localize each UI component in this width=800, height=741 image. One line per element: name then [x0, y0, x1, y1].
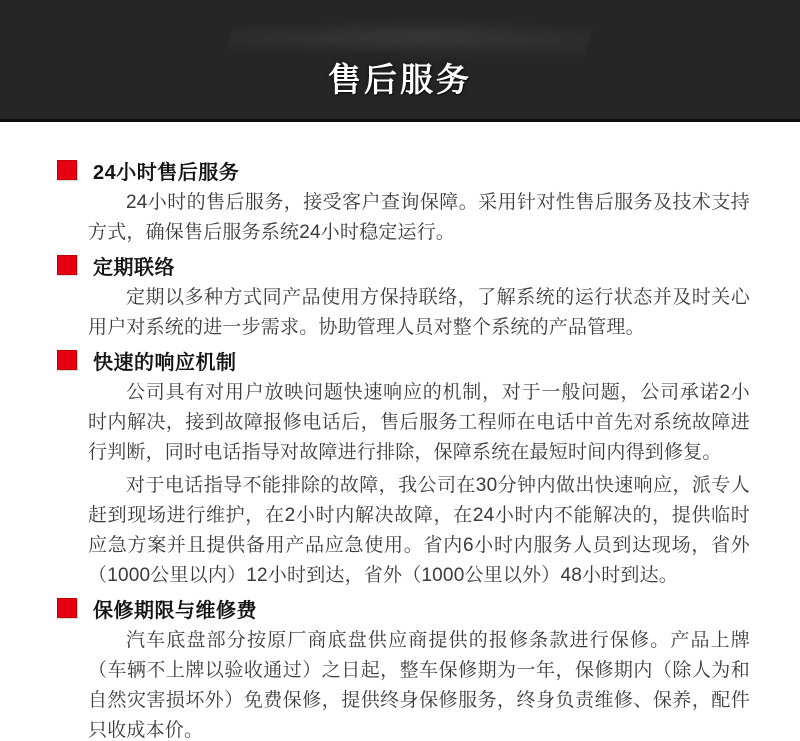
service-section — [88, 252, 750, 343]
section-paragraph: 公司具有对用户放映问题快速响应的机制，对于一般问题，公司承诺2小时内解决，接到故障报修电话后，售后服务工程师在电话中首先对系统故障进行判断，同时电话指导对故障进行排除，保障系统在最短时间内得到修复。 — [88, 382, 750, 463]
service-section — [88, 595, 750, 741]
section-heading: 保修期限与维修费 — [93, 599, 257, 622]
service-section — [88, 157, 750, 248]
watermark — [224, 18, 597, 58]
section-paragraph: 24小时的售后服务，接受客户查询保障。采用针对性售后服务及技术支持方式，确保售后服务系统24小时稳定运行。 — [88, 192, 750, 243]
section-paragraph: 定期以多种方式同产品使用方保持联络，了解系统的运行状态并及时关心用户对系统的进一步需求。协助管理人员对整个系统的产品管理。 — [88, 287, 750, 338]
section-heading: 快速的响应机制 — [93, 351, 237, 374]
section-heading-row — [57, 157, 750, 183]
section-heading-row — [57, 595, 750, 621]
page-header — [0, 0, 800, 122]
section-heading-row — [57, 252, 750, 278]
section-paragraph: 对于电话指导不能排除的故障，我公司在30分钟内做出快速响应，派专人赶到现场进行维护，在2小时内解决故障，在24小时内不能解决的，提供临时应急方案并且提供备用产品应急使用。省内6小时内服务人员到达现场，省外（1000公里以内）12小时到达，省外（1000公里以外）48小时到达。 — [88, 475, 750, 586]
content — [0, 122, 800, 741]
section-heading-row — [57, 347, 750, 373]
red-square-bullet-icon — [57, 160, 77, 180]
section-heading: 定期联络 — [93, 256, 175, 279]
red-square-bullet-icon — [57, 255, 77, 275]
red-square-bullet-icon — [57, 350, 77, 370]
page-title: 售后服务 — [328, 61, 472, 98]
red-square-bullet-icon — [57, 598, 77, 618]
section-heading: 24小时售后服务 — [93, 161, 240, 184]
section-paragraph: 汽车底盘部分按原厂商底盘供应商提供的报修条款进行保修。产品上牌（车辆不上牌以验收通过）之日起，整车保修期为一年，保修期内（除人为和自然灾害损坏外）免费保修，提供终身保修服务，终身负责维修、保养，配件只收成本价。 — [88, 630, 750, 741]
service-section — [88, 347, 750, 591]
